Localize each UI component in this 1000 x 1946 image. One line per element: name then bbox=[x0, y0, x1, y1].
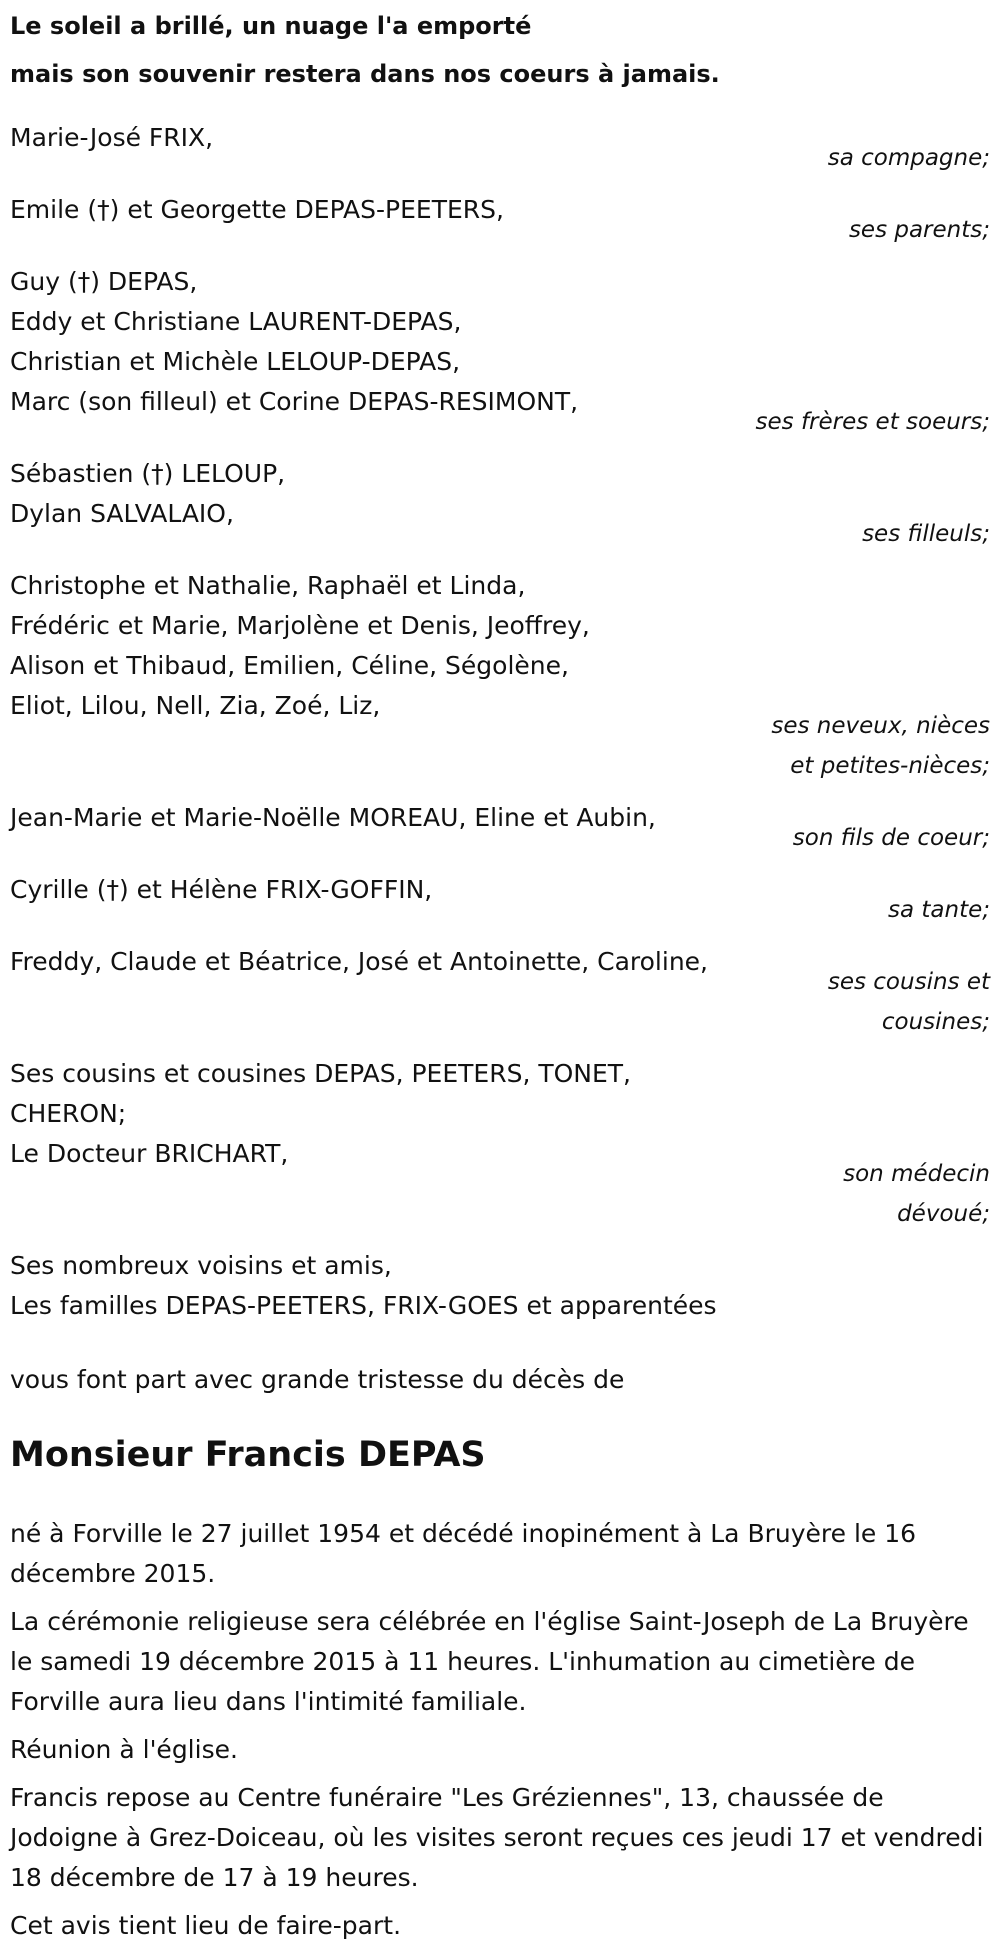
relationship-label: son médecin bbox=[843, 1161, 990, 1187]
relationship-label: ses frères et soeurs; bbox=[755, 409, 990, 435]
obituary-page bbox=[0, 2, 1000, 1940]
family-member-line: Le Docteur BRICHART, bbox=[10, 1139, 289, 1168]
detail-paragraph: né à Forville le 27 juillet 1954 et décédé inopinément à La Bruyère le 16 décembre 2015. bbox=[10, 1519, 917, 1588]
family-member-line: Les familles DEPAS-PEETERS, FRIX-GOES et apparentées bbox=[10, 1291, 717, 1320]
family-member-line: Cyrille (†) et Hélène FRIX-GOFFIN, bbox=[10, 875, 433, 904]
relationship-label: sa compagne; bbox=[827, 145, 990, 171]
family-entry bbox=[10, 454, 990, 554]
intro-text: vous font part avec grande tristesse du décès de bbox=[10, 1365, 625, 1394]
family-member-line: Alison et Thibaud, Emilien, Céline, Ségolène, bbox=[10, 651, 569, 680]
family-entry bbox=[10, 262, 990, 442]
family-member-line: Guy (†) DEPAS, bbox=[10, 267, 198, 296]
family-member-line: Ses cousins et cousines DEPAS, PEETERS, TONET, bbox=[10, 1059, 631, 1088]
relationship-label: ses filleuls; bbox=[862, 521, 990, 547]
family-member-line: Emile (†) et Georgette DEPAS-PEETERS, bbox=[10, 195, 504, 224]
relationship-label: ses cousins et bbox=[827, 969, 990, 995]
detail-paragraph: La cérémonie religieuse sera célébrée en l'église Saint-Joseph de La Bruyère le samedi 19 décembre 2015 à 11 heures. L'inhumation au cimetière de Forville aura lieu dans l'intimité familiale. bbox=[10, 1607, 969, 1716]
detail-paragraph: Cet avis tient lieu de faire-part. bbox=[10, 1911, 402, 1940]
family-member-line: Ses nombreux voisins et amis, bbox=[10, 1251, 392, 1280]
family-entry bbox=[10, 870, 990, 930]
relationship-label: sa tante; bbox=[888, 897, 990, 923]
details-section bbox=[10, 1514, 990, 1946]
relationship-label: ses neveux, nièces bbox=[771, 713, 990, 739]
detail-paragraph: Francis repose au Centre funéraire "Les Gréziennes", 13, chaussée de Jodoigne à Grez-Doiceau, où les visites seront reçues ces jeudi 17 et vendredi 18 décembre de 17 à 19 heures. bbox=[10, 1783, 984, 1892]
family-member-line: Marie-José FRIX, bbox=[10, 123, 214, 152]
family-member-line: Frédéric et Marie, Marjolène et Denis, Jeoffrey, bbox=[10, 611, 590, 640]
family-entry bbox=[10, 566, 990, 786]
family-member-line: CHERON; bbox=[10, 1099, 127, 1128]
epigraph bbox=[10, 2, 990, 98]
family-entry bbox=[10, 118, 990, 178]
family-entry bbox=[10, 190, 990, 250]
relationship-label: son fils de coeur; bbox=[792, 825, 990, 851]
deceased-name: Monsieur Francis DEPAS bbox=[10, 1435, 486, 1475]
family-member-line: Sébastien (†) LELOUP, bbox=[10, 459, 286, 488]
relationship-label: cousines; bbox=[881, 1009, 990, 1035]
family-member-line: Jean-Marie et Marie-Noëlle MOREAU, Eline et Aubin, bbox=[10, 803, 656, 832]
family-entry bbox=[10, 798, 990, 858]
relationship-label: et petites-nièces; bbox=[790, 753, 990, 779]
family-member-line: Christophe et Nathalie, Raphaël et Linda, bbox=[10, 571, 526, 600]
family-list bbox=[10, 118, 990, 1326]
family-member-line: Eddy et Christiane LAURENT-DEPAS, bbox=[10, 307, 462, 336]
family-entry bbox=[10, 1054, 990, 1234]
family-member-line: Freddy, Claude et Béatrice, José et Antoinette, Caroline, bbox=[10, 947, 708, 976]
epigraph-line-1: Le soleil a brillé, un nuage l'a emporté bbox=[10, 12, 532, 40]
family-member-line: Marc (son filleul) et Corine DEPAS-RESIMONT, bbox=[10, 387, 579, 416]
relationship-label: ses parents; bbox=[848, 217, 990, 243]
family-member-line: Dylan SALVALAIO, bbox=[10, 499, 234, 528]
detail-paragraph: Réunion à l'église. bbox=[10, 1735, 238, 1764]
family-entry bbox=[10, 1246, 990, 1326]
family-member-line: Christian et Michèle LELOUP-DEPAS, bbox=[10, 347, 461, 376]
family-member-line: Eliot, Lilou, Nell, Zia, Zoé, Liz, bbox=[10, 691, 381, 720]
relationship-label: dévoué; bbox=[897, 1201, 990, 1227]
family-entry bbox=[10, 942, 990, 1042]
epigraph-line-2: mais son souvenir restera dans nos coeurs à jamais. bbox=[10, 60, 720, 88]
